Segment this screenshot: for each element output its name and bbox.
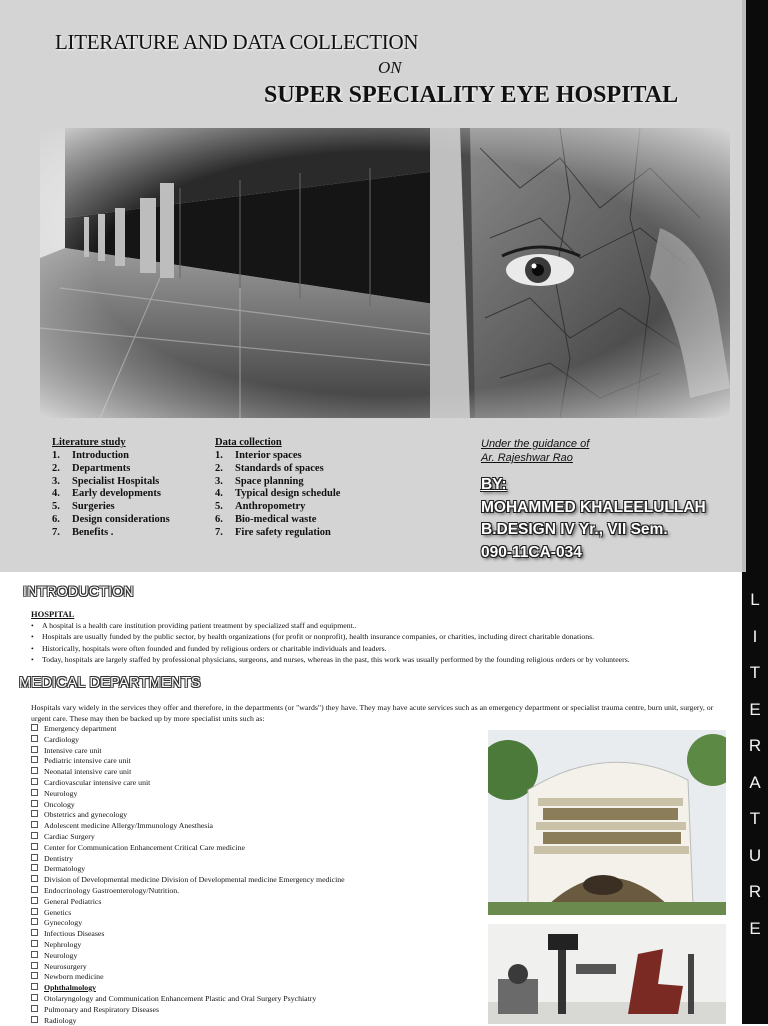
- checkbox-bullet-icon: [31, 810, 38, 817]
- checkbox-bullet-icon: [31, 940, 38, 947]
- checkbox-bullet-icon: [31, 735, 38, 742]
- cover-photo-collage: [40, 128, 730, 418]
- hospital-building-illustration: [488, 730, 726, 915]
- eye-clinic-equipment-photo: [488, 924, 726, 1024]
- checkbox-bullet-icon: [31, 951, 38, 958]
- side-letter: T: [749, 663, 761, 682]
- checkbox-bullet-icon: [31, 897, 38, 904]
- list-item: Neurosurgery: [31, 962, 345, 973]
- list-item: 7. Fire safety regulation: [215, 526, 331, 538]
- list-item: Endocrinology Gastroenterology/Nutrition.: [31, 886, 345, 897]
- list-item: • Today, hospitals are largely staffed by professional physicians, surgeons, and nurses, whereas in the past, this work was usually performed by the founding religious orders or by volunteers.: [31, 654, 630, 665]
- checkbox-bullet-icon: [31, 821, 38, 828]
- side-letter: R: [748, 882, 762, 901]
- list-item: Neurology: [31, 789, 345, 800]
- list-item: Pulmonary and Respiratory Diseases: [31, 1005, 345, 1016]
- cover-title-line2: SUPER SPECIALITY EYE HOSPITAL: [264, 82, 679, 108]
- checkbox-bullet-icon: [31, 962, 38, 969]
- literature-study-heading: Literature study: [52, 437, 126, 448]
- collage-illustration: [40, 128, 730, 418]
- side-letter: E: [749, 918, 761, 938]
- list-item: Oncology: [31, 800, 345, 811]
- checkbox-bullet-icon: [31, 854, 38, 861]
- checkbox-bullet-icon: [31, 875, 38, 882]
- list-item: Neurology: [31, 951, 345, 962]
- list-item: 2. Departments: [52, 462, 131, 474]
- list-item: Dentistry: [31, 854, 345, 865]
- list-item: Pediatric intensive care unit: [31, 756, 345, 767]
- author-course: B.DESIGN IV Yr., VII Sem.: [481, 521, 668, 538]
- guidance-block: [481, 437, 589, 465]
- list-item: Division of Developmental medicine Division of Developmental medicine Emergency medicine: [31, 875, 345, 886]
- side-letter: I: [752, 626, 758, 646]
- checkbox-bullet-icon: [31, 1016, 38, 1023]
- checkbox-bullet-icon: [31, 746, 38, 753]
- checkbox-bullet-icon: [31, 843, 38, 850]
- list-item: Newborn medicine: [31, 972, 345, 983]
- list-item: Obstetrics and gynecology: [31, 810, 345, 821]
- list-item: Genetics: [31, 908, 345, 919]
- checkbox-bullet-icon: [31, 1005, 38, 1012]
- checkbox-bullet-icon: [31, 756, 38, 763]
- list-item: 2. Standards of spaces: [215, 462, 324, 474]
- list-item: Nephrology: [31, 940, 345, 951]
- side-letter: E: [749, 699, 761, 719]
- list-item: • Historically, hospitals were often founded and funded by religious orders or charitable individuals and leaders.: [31, 643, 630, 654]
- list-item: Center for Communication Enhancement Critical Care medicine: [31, 843, 345, 854]
- list-item: Infectious Diseases: [31, 929, 345, 940]
- checkbox-bullet-icon: [31, 886, 38, 893]
- checkbox-bullet-icon: [31, 724, 38, 731]
- list-item: Cardiac Surgery: [31, 832, 345, 843]
- side-letter: T: [749, 809, 761, 828]
- author-name: MOHAMMED KHALEELULLAH: [481, 498, 706, 516]
- author-id: 090-11CA-034: [481, 543, 582, 561]
- checkbox-bullet-icon: [31, 789, 38, 796]
- checkbox-bullet-icon: [31, 972, 38, 979]
- side-letter: U: [748, 845, 762, 865]
- departments-list: [31, 724, 345, 1026]
- checkbox-bullet-icon: [31, 908, 38, 915]
- introduction-bullets: [31, 620, 630, 666]
- list-item: 6. Design considerations: [52, 513, 170, 525]
- list-item: 1. Introduction: [52, 450, 129, 461]
- list-item: 7. Benefits .: [52, 526, 114, 538]
- checkbox-bullet-icon: [31, 778, 38, 785]
- guidance-label: Under the guidance of: [481, 438, 590, 450]
- data-collection-heading: Data collection: [215, 437, 282, 448]
- list-item: Radiology: [31, 1016, 345, 1026]
- list-item: 3. Specialist Hospitals: [52, 475, 160, 487]
- list-item: Cardiovascular intensive care unit: [31, 778, 345, 789]
- cover-title-line1: LITERATURE AND DATA COLLECTION: [55, 30, 419, 54]
- author-block: [481, 474, 706, 564]
- list-item: Adolescent medicine Allergy/Immunology Anesthesia: [31, 821, 345, 832]
- list-item: Emergency department: [31, 724, 345, 735]
- list-item: 1. Interior spaces: [215, 450, 302, 461]
- checkbox-bullet-icon: [31, 767, 38, 774]
- cover-title-on: ON: [378, 58, 402, 77]
- hospital-building-photo: [488, 730, 726, 915]
- side-letter: A: [749, 772, 761, 792]
- checkbox-bullet-icon: [31, 994, 38, 1001]
- checkbox-bullet-icon: [31, 832, 38, 839]
- medical-departments-intro: Hospitals vary widely in the services they offer and therefore, in the departments (or "wards") they have. They may have acute services such as an emergency department or specialist trauma centre, burn unit, surgery, or urgent care. These may then be backed up by more specialist units such as:: [31, 703, 714, 724]
- list-item: 5. Surgeries: [52, 501, 115, 513]
- vertical-literature-label: [742, 582, 768, 947]
- clinic-equipment-illustration: [488, 924, 726, 1024]
- hospital-subheading: HOSPITAL: [31, 609, 75, 619]
- list-item: Neonatal intensive care unit: [31, 767, 345, 778]
- checkbox-bullet-icon: [31, 929, 38, 936]
- list-item: General Pediatrics: [31, 897, 345, 908]
- list-item: 4. Early developments: [52, 488, 161, 500]
- by-label: BY:: [481, 476, 507, 493]
- checkbox-bullet-icon: [31, 983, 38, 990]
- list-item: 5. Anthropometry: [215, 501, 306, 513]
- medical-departments-heading: MEDICAL DEPARTMENTS: [19, 675, 201, 691]
- list-item: 3. Space planning: [215, 475, 304, 487]
- list-item: 6. Bio-medical waste: [215, 513, 317, 525]
- list-item: • A hospital is a health care institution providing patient treatment by specialized staff and equipment..: [31, 620, 630, 631]
- list-item: Intensive care unit: [31, 746, 345, 757]
- list-item: • Hospitals are usually funded by the public sector, by health organizations (for profit or nonprofit), health insurance companies, or charities, including direct charitable donations.: [31, 631, 630, 642]
- list-item: Ophthalmology: [31, 983, 345, 994]
- data-collection-list: [215, 437, 340, 540]
- list-item: Gynecology: [31, 918, 345, 929]
- side-letter: L: [750, 590, 760, 609]
- list-item: Cardiology: [31, 735, 345, 746]
- list-item: Otolaryngology and Communication Enhancement Plastic and Oral Surgery Psychiatry: [31, 994, 345, 1005]
- checkbox-bullet-icon: [31, 864, 38, 871]
- checkbox-bullet-icon: [31, 918, 38, 925]
- list-item: Dermatology: [31, 864, 345, 875]
- side-letter: R: [748, 736, 762, 755]
- checkbox-bullet-icon: [31, 800, 38, 807]
- introduction-heading: INTRODUCTION: [23, 583, 134, 599]
- literature-study-list: [52, 437, 170, 540]
- guide-name: Ar. Rajeshwar Rao: [481, 452, 573, 464]
- list-item: 4. Typical design schedule: [215, 488, 341, 500]
